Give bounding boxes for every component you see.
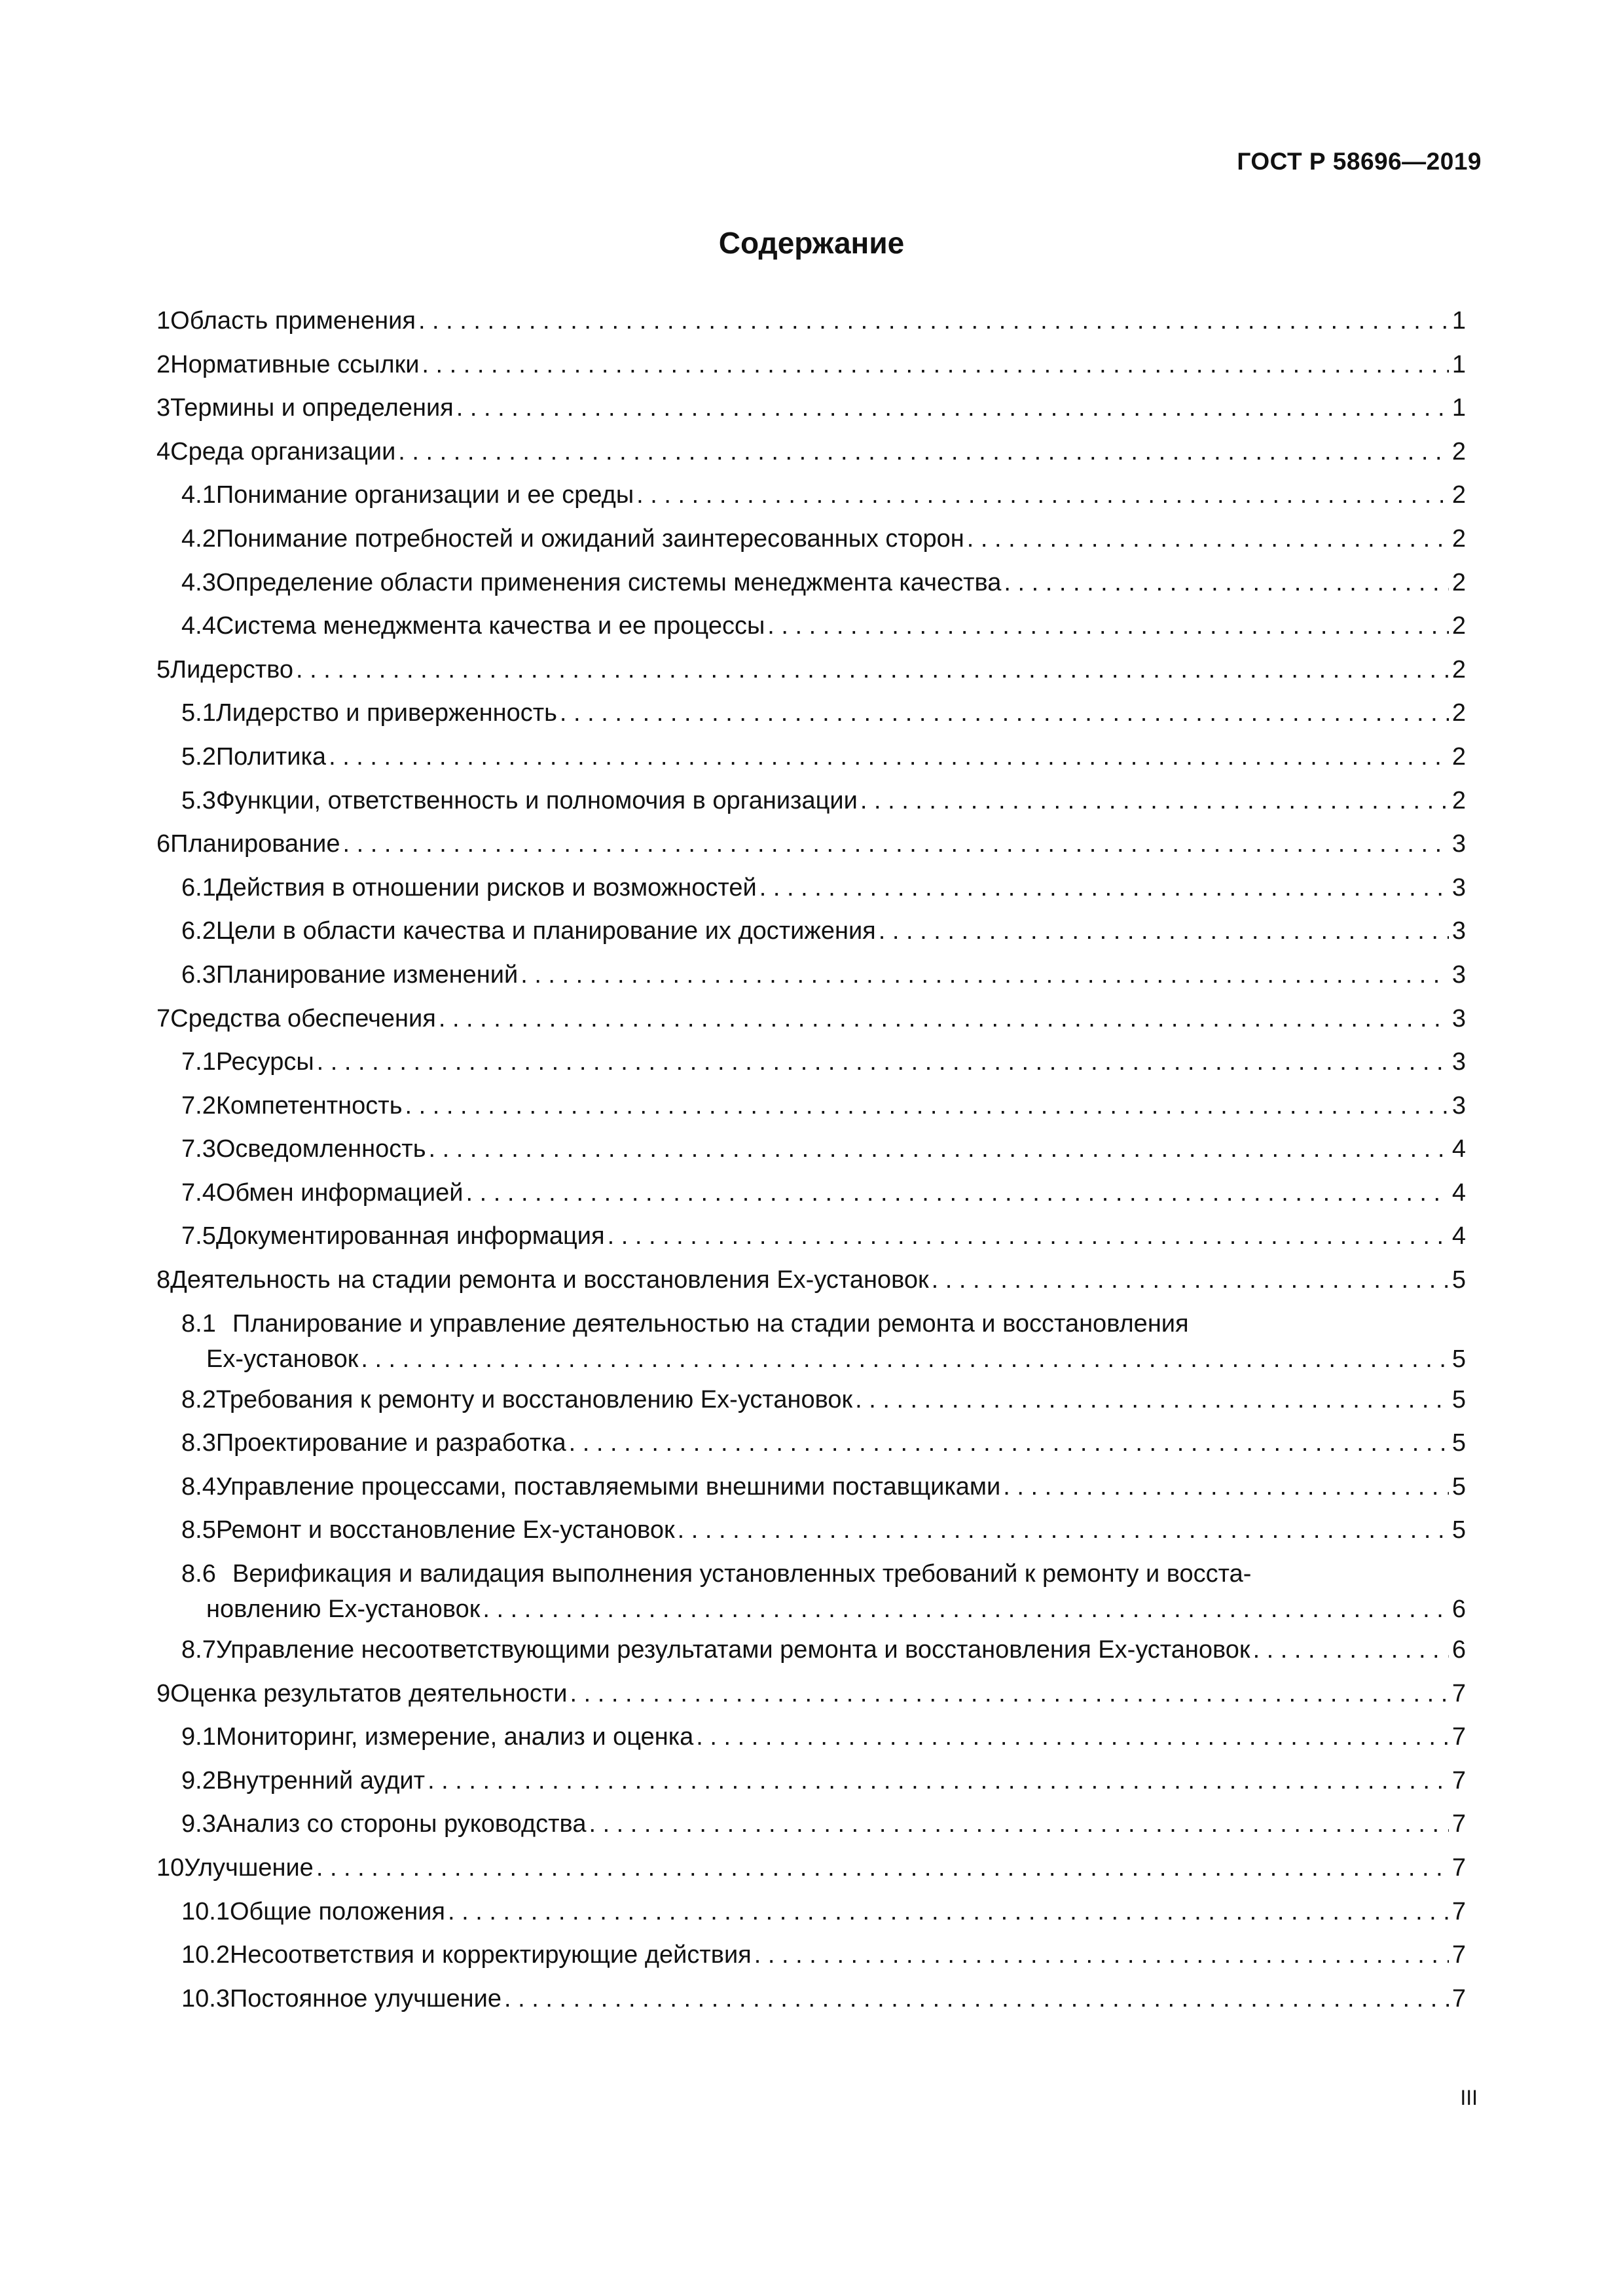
toc-entry-title: Улучшение	[184, 1854, 314, 1882]
toc-leader-dots	[428, 1765, 1449, 1796]
toc-entry[interactable]	[156, 1177, 1466, 1221]
toc-entry[interactable]	[156, 1896, 1466, 1940]
toc-entry-number: 4.1	[181, 481, 216, 509]
toc-entry-number: 4.3	[181, 568, 216, 596]
toc-entry-page: 2	[1451, 742, 1466, 771]
toc-entry[interactable]	[156, 1308, 1466, 1384]
toc-entry-title: Лидерство и приверженность	[215, 699, 557, 727]
toc-entry-title: Действия в отношении рисков и возможностей	[215, 873, 757, 902]
toc-leader-dots	[448, 1896, 1449, 1927]
toc-entry[interactable]	[156, 305, 1466, 349]
toc-entry-number: 8.3	[181, 1429, 216, 1457]
toc-entry-page: 7	[1451, 1897, 1466, 1925]
toc-entry-number: 7	[156, 1004, 171, 1032]
toc-entry-page: 7	[1451, 1941, 1466, 1969]
toc-entry-number: 7.5	[181, 1222, 216, 1250]
toc-entry-number: 1	[156, 307, 171, 335]
toc-leader-dots	[317, 1046, 1449, 1078]
toc-entry-page: 3	[1451, 960, 1466, 989]
toc-entry-title: Управление несоответствующими результатами ремонта и восстановления Ex-установок	[215, 1636, 1250, 1664]
toc-entry-title: Среда организации	[170, 437, 396, 465]
toc-leader-dots	[483, 1594, 1449, 1625]
toc-entry-number: 4.2	[181, 524, 216, 553]
toc-entry[interactable]	[156, 1003, 1466, 1047]
toc-leader-dots	[316, 1852, 1449, 1884]
toc-entry[interactable]	[156, 392, 1466, 436]
toc-entry-page: 3	[1451, 1091, 1466, 1120]
toc-entry-number: 10.3	[181, 1984, 230, 2013]
toc-entry-number: 8.6	[181, 1560, 216, 1588]
toc-entry-title: Лидерство	[170, 655, 294, 683]
toc-entry-page: 7	[1451, 1679, 1466, 1707]
toc-entry-title: Понимание потребностей и ожиданий заинтересованных сторон	[215, 524, 964, 553]
toc-entry[interactable]	[156, 1220, 1466, 1264]
toc-entry-number: 7.2	[181, 1091, 216, 1120]
toc-entry[interactable]	[156, 523, 1466, 567]
toc-entry-page: 7	[1451, 1723, 1466, 1751]
toc-entry-number: 6.1	[181, 873, 216, 902]
toc-entry-page: 1	[1451, 394, 1466, 422]
toc-entry[interactable]	[156, 741, 1466, 785]
toc-entry-page: 2	[1451, 655, 1466, 683]
toc-entry-title: Документированная информация	[215, 1222, 605, 1250]
toc-leader-dots	[1004, 567, 1449, 598]
toc-entry-title: Область применения	[170, 307, 416, 335]
toc-entry[interactable]	[156, 1514, 1466, 1558]
toc-entry[interactable]	[156, 1264, 1466, 1308]
toc-entry-title: Проектирование и разработка	[215, 1429, 566, 1457]
toc-entry[interactable]	[156, 1427, 1466, 1471]
toc-entry-number: 6.3	[181, 960, 216, 989]
toc-entry-title: Средства обеспечения	[170, 1004, 436, 1032]
toc-leader-dots	[855, 1384, 1449, 1415]
toc-entry-number: 8	[156, 1266, 171, 1294]
toc-entry-number: 9	[156, 1679, 171, 1707]
toc-entry-title: Планирование изменений	[215, 960, 519, 989]
toc-entry[interactable]	[156, 697, 1466, 741]
toc-entry-page: 3	[1451, 917, 1466, 945]
toc-entry-page: 3	[1451, 873, 1466, 902]
toc-entry-title: Определение области применения системы менеджмента качества	[215, 568, 1002, 596]
toc-entry-number: 7.1	[181, 1048, 216, 1076]
toc-entry-title: Нормативные ссылки	[170, 350, 420, 378]
toc-entry-number: 9.3	[181, 1810, 216, 1838]
toc-entry-number: 6.2	[181, 917, 216, 945]
toc-entry[interactable]	[156, 610, 1466, 654]
toc-entry-title: Общие положения	[229, 1897, 445, 1925]
toc-entry-page: 2	[1451, 524, 1466, 553]
toc-leader-dots	[636, 479, 1449, 511]
toc-entry-number: 5	[156, 655, 171, 683]
toc-entry-page: 4	[1451, 1222, 1466, 1250]
toc-entry-page: 2	[1451, 437, 1466, 465]
toc-entry[interactable]	[156, 654, 1466, 698]
toc-entry-title: Постоянное улучшение	[229, 1984, 501, 2013]
toc-entry-number: 5.3	[181, 786, 216, 814]
toc-entry[interactable]	[156, 1471, 1466, 1515]
toc-entry-number: 10	[156, 1854, 185, 1882]
toc-entry[interactable]	[156, 828, 1466, 872]
toc-entry-title: Планирование и управление деятельностью на стадии ремонта и восстановления	[232, 1309, 1189, 1338]
toc-entry-page: 1	[1451, 307, 1466, 335]
toc-entry-page: 6	[1451, 1636, 1466, 1664]
toc-entry-number: 9.2	[181, 1766, 216, 1795]
toc-entry-title: Управление процессами, поставляемыми внешними поставщиками	[215, 1472, 1001, 1501]
toc-entry-number: 5.2	[181, 742, 216, 771]
toc-entry[interactable]	[156, 479, 1466, 523]
toc-leader-dots	[1003, 1471, 1449, 1503]
toc-entry[interactable]	[156, 1808, 1466, 1852]
toc-entry-page: 7	[1451, 1984, 1466, 2013]
toc-leader-dots	[329, 741, 1449, 773]
toc-entry-title: Оценка результатов деятельности	[170, 1679, 568, 1707]
toc-entry-page: 3	[1451, 830, 1466, 858]
toc-entry-title: Деятельность на стадии ремонта и восстановления Ex-установок	[170, 1266, 929, 1294]
toc-entry-page: 5	[1451, 1429, 1466, 1457]
toc-entry-title: Ремонт и восстановление Ex-установок	[215, 1516, 675, 1544]
toc-entry-number: 7.4	[181, 1178, 216, 1207]
toc-entry[interactable]	[156, 567, 1466, 611]
toc-leader-dots	[504, 1983, 1449, 2014]
toc-leader-dots	[767, 610, 1449, 642]
toc-leader-dots	[520, 959, 1449, 991]
toc-entry[interactable]	[156, 959, 1466, 1003]
toc-entry-number: 4.4	[181, 612, 216, 640]
toc-entry-page: 7	[1451, 1854, 1466, 1882]
toc-entry-title: Политика	[215, 742, 327, 771]
toc-entry-title: Понимание организации и ее среды	[215, 481, 634, 509]
toc-leader-dots	[456, 392, 1449, 424]
toc-entry-number: 7.3	[181, 1135, 216, 1163]
toc-entry[interactable]	[156, 915, 1466, 959]
toc-leader-dots	[608, 1220, 1449, 1252]
toc-entry[interactable]	[156, 1558, 1466, 1634]
toc-entry-number: 8.2	[181, 1385, 216, 1413]
toc-entry-number: 2	[156, 350, 171, 378]
toc-entry-title: Внутренний аудит	[215, 1766, 426, 1795]
toc-entry-number: 9.1	[181, 1723, 216, 1751]
toc-entry-number: 3	[156, 394, 171, 422]
toc-leader-dots	[418, 305, 1449, 337]
page-title: Содержание	[718, 226, 905, 260]
toc-leader-dots	[569, 1427, 1449, 1459]
toc-entry-title-cont: новлению Ex-установок	[206, 1595, 481, 1624]
toc-entry-page: 4	[1451, 1178, 1466, 1207]
toc-entry-page: 5	[1451, 1266, 1466, 1294]
toc-entry-page: 5	[1451, 1516, 1466, 1544]
toc-entry-title: Анализ со стороны руководства	[215, 1810, 587, 1838]
toc-entry-number: 6	[156, 830, 171, 858]
toc-leader-dots	[405, 1090, 1450, 1121]
toc-entry-title: Цели в области качества и планирование их достижения	[215, 917, 876, 945]
toc-entry[interactable]	[156, 1983, 1466, 2027]
toc-entry-number: 5.1	[181, 699, 216, 727]
toc-entry-number: 10.2	[181, 1941, 230, 1969]
toc-leader-dots	[398, 436, 1449, 467]
toc-entry[interactable]	[156, 1634, 1466, 1678]
document-code: ГОСТ Р 58696—2019	[1237, 148, 1482, 175]
toc-entry[interactable]	[156, 349, 1466, 393]
toc-entry[interactable]	[156, 1939, 1466, 1983]
toc-entry-page: 7	[1451, 1810, 1466, 1838]
toc-leader-dots	[296, 654, 1449, 685]
toc-leader-dots	[439, 1003, 1449, 1034]
toc-leader-dots	[560, 697, 1449, 729]
toc-entry-page: 1	[1451, 350, 1466, 378]
toc-leader-dots	[589, 1808, 1449, 1840]
toc-entry-title: Функции, ответственность и полномочия в организации	[215, 786, 858, 814]
toc-entry[interactable]	[156, 1678, 1466, 1722]
toc-leader-dots	[342, 828, 1449, 860]
toc-leader-dots	[465, 1177, 1449, 1209]
toc-entry-title: Осведомленность	[215, 1135, 426, 1163]
toc-leader-dots	[967, 523, 1449, 555]
toc-entry[interactable]	[156, 1133, 1466, 1177]
toc-entry[interactable]	[156, 1384, 1466, 1428]
toc-entry-page: 2	[1451, 786, 1466, 814]
toc-leader-dots	[570, 1678, 1450, 1709]
toc-entry[interactable]	[156, 785, 1466, 829]
toc-leader-dots	[860, 785, 1449, 816]
toc-leader-dots	[361, 1343, 1449, 1375]
toc-entry-page: 7	[1451, 1766, 1466, 1795]
toc-entry-page: 2	[1451, 612, 1466, 640]
toc-entry-number: 4	[156, 437, 171, 465]
toc-entry-title: Обмен информацией	[215, 1178, 464, 1207]
toc-entry-page: 2	[1451, 568, 1466, 596]
toc-entry[interactable]	[156, 1721, 1466, 1765]
toc-entry-number: 8.1	[181, 1309, 216, 1338]
toc-entry[interactable]	[156, 436, 1466, 480]
toc-leader-dots	[879, 915, 1449, 947]
toc-leader-dots	[759, 872, 1449, 903]
toc-entry[interactable]	[156, 1090, 1466, 1134]
toc-entry-number: 8.4	[181, 1472, 216, 1501]
toc-entry-title: Мониторинг, измерение, анализ и оценка	[215, 1723, 694, 1751]
toc-entry-page: 3	[1451, 1004, 1466, 1032]
toc-entry-number: 8.5	[181, 1516, 216, 1544]
toc-entry-page: 3	[1451, 1048, 1466, 1076]
toc-entry[interactable]	[156, 1852, 1466, 1896]
toc-entry-title: Термины и определения	[170, 394, 454, 422]
toc-leader-dots	[754, 1939, 1449, 1971]
toc-entry-number: 10.1	[181, 1897, 230, 1925]
toc-entry[interactable]	[156, 1765, 1466, 1809]
toc-entry-title: Система менеджмента качества и ее процессы	[215, 612, 765, 640]
toc-entry-page: 2	[1451, 481, 1466, 509]
toc-entry-title-cont: Ex-установок	[206, 1345, 359, 1373]
toc-leader-dots	[1253, 1634, 1449, 1666]
page-number: III	[1460, 2086, 1478, 2109]
toc-leader-dots	[696, 1721, 1449, 1753]
toc-entry-title: Несоответствия и корректирующие действия	[229, 1941, 752, 1969]
toc-leader-dots	[932, 1264, 1449, 1296]
toc-entry-number: 8.7	[181, 1636, 216, 1664]
toc-entry-page: 2	[1451, 699, 1466, 727]
table-of-contents	[156, 305, 1466, 2026]
toc-leader-dots	[422, 349, 1449, 380]
toc-entry[interactable]	[156, 1046, 1466, 1090]
toc-entry-title: Требования к ремонту и восстановлению Ex-установок	[215, 1385, 853, 1413]
toc-entry-title: Ресурсы	[215, 1048, 314, 1076]
toc-entry-page: 6	[1451, 1595, 1466, 1624]
toc-entry-page: 4	[1451, 1135, 1466, 1163]
toc-leader-dots	[429, 1133, 1450, 1165]
toc-entry-page: 5	[1451, 1472, 1466, 1501]
toc-entry-title: Компетентность	[215, 1091, 403, 1120]
toc-entry-page: 5	[1451, 1385, 1466, 1413]
toc-entry-title: Планирование	[170, 830, 340, 858]
toc-leader-dots	[678, 1514, 1449, 1546]
toc-entry-page: 5	[1451, 1345, 1466, 1373]
toc-entry-title: Верификация и валидация выполнения установленных требований к ремонту и восста-	[232, 1560, 1252, 1588]
toc-entry[interactable]	[156, 872, 1466, 916]
